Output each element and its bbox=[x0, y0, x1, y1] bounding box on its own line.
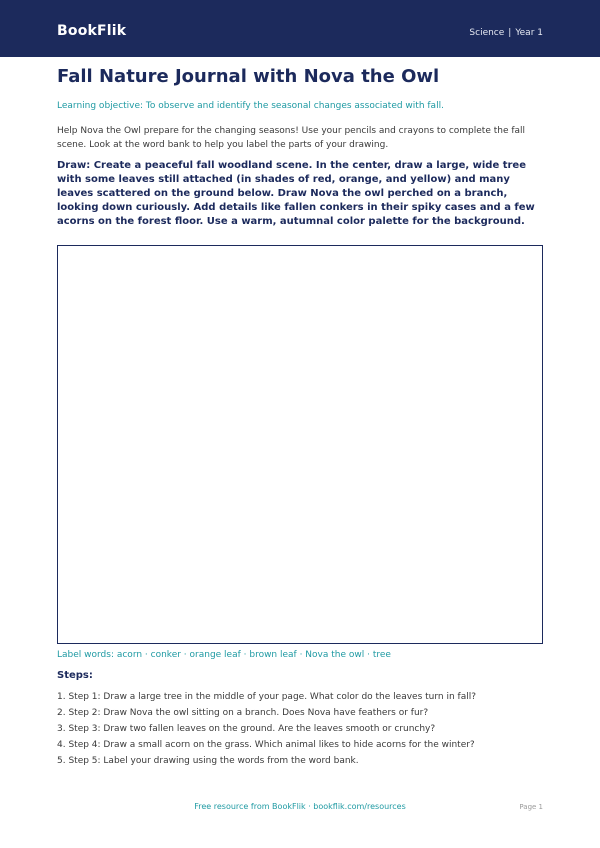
page-number: Page 1 bbox=[519, 803, 543, 811]
step-item: 5. Step 5: Label your drawing using the words from the word bank. bbox=[57, 756, 359, 766]
subject-separator: | bbox=[508, 28, 512, 38]
draw-prompt: Draw: Create a peaceful fall woodland scene. In the center, draw a large, wide tree with some leaves still attached (in shades of red, orange, and yellow) and many leaves scattered on the ground below. Draw Nova the owl perched on a branch, looking down curiously. Add details like fallen conkers in their spiky cases and a few acorns on the forest floor. Use a warm, autumnal color palette for the background. bbox=[57, 160, 535, 227]
step-item: 1. Step 1: Draw a large tree in the middle of your page. What color do the leaves turn in fall? bbox=[57, 692, 476, 702]
step-item: 4. Step 4: Draw a small acorn on the grass. Which animal likes to hide acorns for the winter? bbox=[57, 740, 475, 750]
subject-level bbox=[469, 28, 543, 38]
step-item: 3. Step 3: Draw two fallen leaves on the ground. Are the leaves smooth or crunchy? bbox=[57, 724, 436, 734]
brand-logo-text: BookFlik bbox=[57, 23, 127, 39]
step-item: 2. Step 2: Draw Nova the owl sitting on a branch. Does Nova have feathers or fur? bbox=[57, 708, 429, 718]
steps-list bbox=[57, 689, 547, 769]
level-label: Year 1 bbox=[515, 28, 543, 38]
top-banner bbox=[0, 0, 600, 57]
label-word-bank: Label words: acorn · conker · orange leaf · brown leaf · Nova the owl · tree bbox=[57, 650, 391, 660]
subject-label: Science bbox=[469, 28, 505, 38]
intro-text: Help Nova the Owl prepare for the changing seasons! Use your pencils and crayons to complete the fall scene. Look at the word bank to help you label the parts of your drawing. bbox=[57, 126, 526, 150]
page-title: Fall Nature Journal with Nova the Owl bbox=[57, 66, 440, 87]
footer-resource-link[interactable]: Free resource from BookFlik · bookflik.com/resources bbox=[194, 802, 406, 811]
steps-heading: Steps: bbox=[57, 670, 93, 681]
drawing-area[interactable] bbox=[57, 245, 543, 644]
learning-objective: Learning objective: To observe and identify the seasonal changes associated with fall. bbox=[57, 101, 444, 111]
